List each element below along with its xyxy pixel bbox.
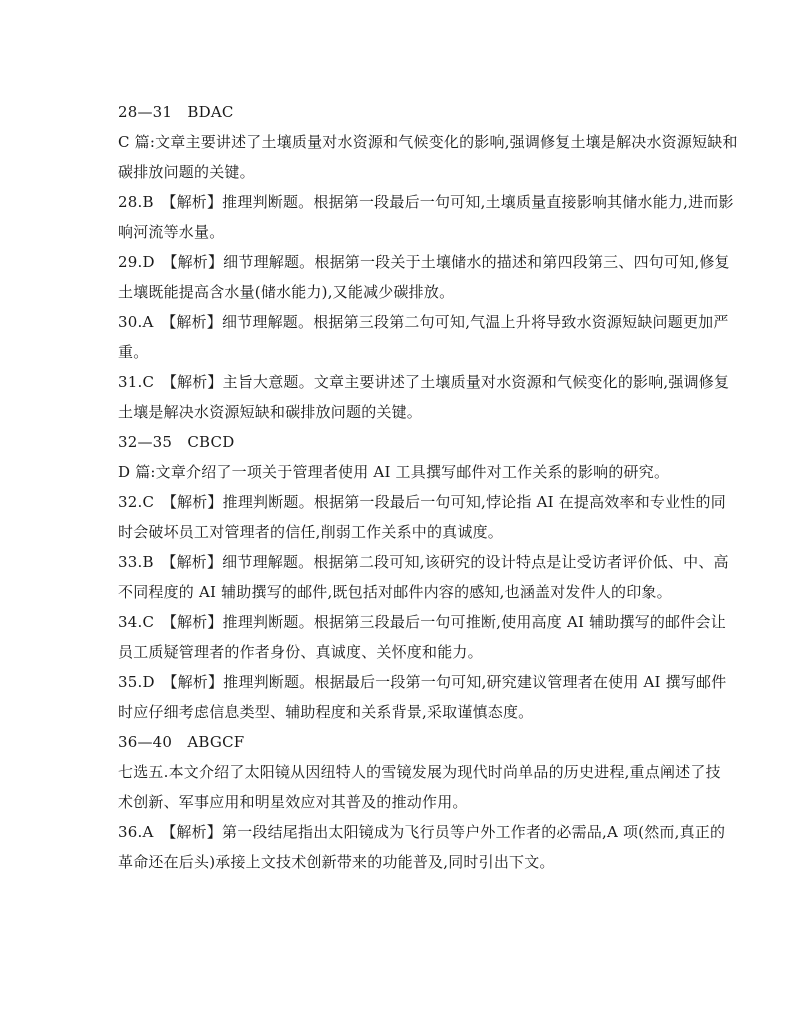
text-line: 31.C 【解析】主旨大意题。文章主要讲述了土壤质量对水资源和气候变化的影响,强调修复 [118,373,730,391]
text-line: 29.D 【解析】细节理解题。根据第一段关于土壤储水的描述和第四段第三、四句可知,修复 [118,253,730,271]
text-line: 35.D 【解析】推理判断题。根据最后一段第一句可知,研究建议管理者在使用 AI 撰写邮件 [118,673,727,691]
text-line: 员工质疑管理者的作者身份、真诚度、关怀度和能力。 [118,643,483,661]
text-line: 时会破坏员工对管理者的信任,削弱工作关系中的真诚度。 [118,523,503,541]
text-line: 土壤是解决水资源短缺和碳排放问题的关键。 [118,403,423,421]
text-line: 30.A 【解析】细节理解题。根据第三段第二句可知,气温上升将导致水资源短缺问题更加严 [118,313,729,331]
text-line: D 篇:文章介绍了一项关于管理者使用 AI 工具撰写邮件对工作关系的影响的研究。 [118,463,670,481]
text-line: 土壤既能提高含水量(储水能力),又能减少碳排放。 [118,283,455,301]
text-line: 重。 [118,343,149,361]
text-line: 32—35 CBCD [118,433,235,451]
text-line: 36—40 ABGCF [118,733,245,751]
text-line: 七选五.本文介绍了太阳镜从因纽特人的雪镜发展为现代时尚单品的历史进程,重点阐述了技 [118,763,721,781]
text-line: 革命还在后头)承接上文技术创新带来的功能普及,同时引出下文。 [118,853,555,871]
text-line: 34.C 【解析】推理判断题。根据第三段最后一句可推断,使用高度 AI 辅助撰写的邮件会让 [118,613,726,631]
text-line: 术创新、军事应用和明星效应对其普及的推动作用。 [118,793,468,811]
text-line: 碳排放问题的关键。 [118,163,255,181]
text-line: 33.B 【解析】细节理解题。根据第二段可知,该研究的设计特点是让受访者评价低、中、高 [118,553,729,571]
text-line: 32.C 【解析】推理判断题。根据第一段最后一句可知,悖论指 AI 在提高效率和专业性的同 [118,493,726,511]
text-line: C 篇:文章主要讲述了土壤质量对水资源和气候变化的影响,强调修复土壤是解决水资源短缺和 [118,133,738,151]
text-line: 响河流等水量。 [118,223,225,241]
text-line: 时应仔细考虑信息类型、辅助程度和关系背景,采取谨慎态度。 [118,703,534,721]
text-line: 36.A 【解析】第一段结尾指出太阳镜成为飞行员等户外工作者的必需品,A 项(然而,真正的 [118,823,726,841]
text-line: 28.B 【解析】推理判断题。根据第一段最后一句可知,土壤质量直接影响其储水能力,进而影 [118,193,734,211]
text-line: 28—31 BDAC [118,103,234,121]
text-line: 不同程度的 AI 辅助撰写的邮件,既包括对邮件内容的感知,也涵盖对发件人的印象。 [118,583,672,601]
